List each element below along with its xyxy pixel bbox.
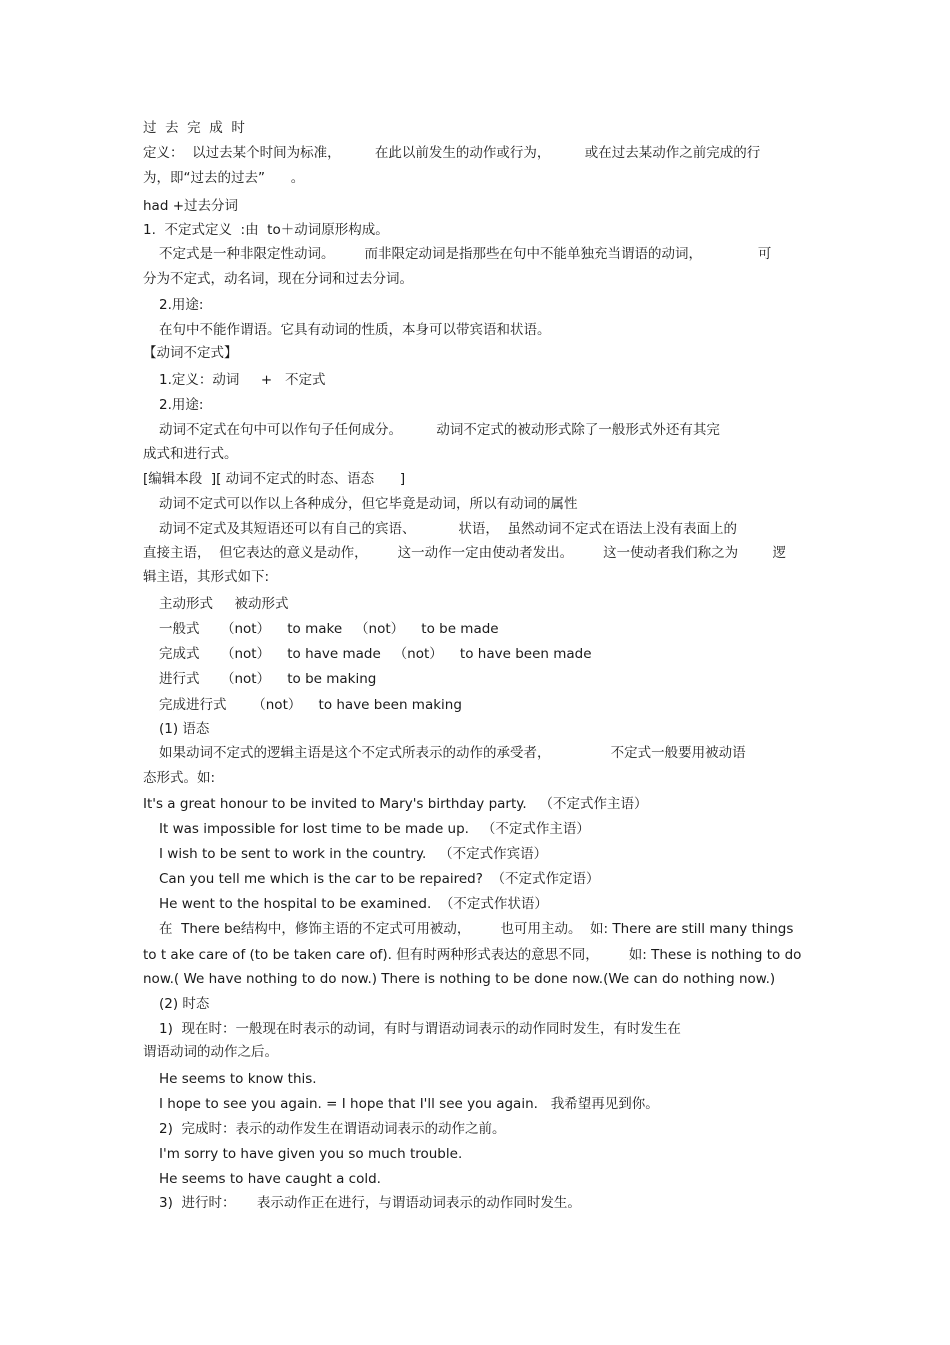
- text-line: 1.定义：动词 + 不定式: [159, 372, 326, 388]
- example-line: I'm sorry to have given you so much trouble.: [159, 1146, 463, 1162]
- text-line: 进行式 （not） to be making: [159, 671, 377, 687]
- text-line: 主动形式 被动形式: [159, 596, 289, 612]
- example-line: I wish to be sent to work in the country. （不定式作宾语）: [159, 846, 548, 862]
- text-line: (1) 语态: [159, 721, 210, 737]
- text-line: 动词不定式可以作以上各种成分，但它毕竟是动词，所以有动词的属性: [159, 496, 578, 512]
- text-line: 在 There be结构中，修饰主语的不定式可用被动， 也可用主动。 如: There are still many things: [159, 921, 794, 937]
- text-line: 在句中不能作谓语。它具有动词的性质，本身可以带宾语和状语。: [159, 322, 551, 338]
- example-line: He seems to know this.: [159, 1071, 317, 1087]
- text-line: 3) 进行时： 表示动作正在进行，与谓语动词表示的动作同时发生。: [159, 1195, 581, 1211]
- text-line: to t ake care of (to be taken care of). 但有时两种形式表达的意思不同， 如: These is nothing to do: [143, 947, 802, 963]
- example-line: Can you tell me which is the car to be repaired? （不定式作定语）: [159, 871, 600, 887]
- example-line: I hope to see you again. = I hope that I'll see you again. 我希望再见到你。: [159, 1096, 659, 1112]
- text-line: 完成式 （not） to have made （not） to have been made: [159, 646, 592, 662]
- text-line: 定义： 以过去某个时间为标准， 在此以前发生的动作或行为， 或在过去某动作之前完成的行: [143, 145, 761, 161]
- example-line: It's a great honour to be invited to Mary's birthday party. （不定式作主语）: [143, 796, 648, 812]
- example-line: It was impossible for lost time to be made up. （不定式作主语）: [159, 821, 590, 837]
- text-line: 动词不定式在句中可以作句子任何成分。 动词不定式的被动形式除了一般形式外还有其完: [159, 422, 720, 438]
- example-line: He went to the hospital to be examined. （不定式作状语）: [159, 896, 548, 912]
- text-line: 1. 不定式定义 :由 to＋动词原形构成。: [143, 222, 389, 238]
- text-line: 动词不定式及其短语还可以有自己的宾语、 状语， 虽然动词不定式在语法上没有表面上的: [159, 521, 737, 537]
- text-line: 如果动词不定式的逻辑主语是这个不定式所表示的动作的承受者， 不定式一般要用被动语: [159, 745, 746, 761]
- text-line: 2.用途:: [159, 297, 204, 313]
- text-line: 分为不定式，动名词，现在分词和过去分词。: [143, 271, 413, 287]
- text-line: now.( We have nothing to do now.) There is nothing to be done now.(We can do nothing now.): [143, 971, 776, 987]
- section-heading: [编辑本段 ][ 动词不定式的时态、语态 ]: [143, 471, 406, 487]
- example-line: He seems to have caught a cold.: [159, 1171, 381, 1187]
- text-line: 完成进行式 （not） to have been making: [159, 697, 462, 713]
- text-line: 成式和进行式。: [143, 446, 238, 462]
- text-line: 为，即“过去的过去” 。: [143, 170, 305, 186]
- text-line: 直接主语， 但它表达的意义是动作， 这一动作一定由使动者发出。 这一使动者我们称之为 逻: [143, 545, 786, 561]
- text-line: 1) 现在时：一般现在时表示的动词，有时与谓语动词表示的动作同时发生，有时发生在: [159, 1021, 681, 1037]
- doc-title: 过 去 完 成 时: [143, 120, 245, 136]
- text-line: 一般式 （not） to make （not） to be made: [159, 621, 499, 637]
- text-line: 2.用途:: [159, 397, 204, 413]
- section-heading: 【动词不定式】: [143, 345, 238, 361]
- text-line: 辑主语，其形式如下:: [143, 569, 270, 585]
- text-line: 2) 完成时：表示的动作发生在谓语动词表示的动作之前。: [159, 1121, 506, 1137]
- text-line: had +过去分词: [143, 198, 239, 214]
- text-line: 谓语动词的动作之后。: [143, 1044, 278, 1060]
- text-line: 不定式是一种非限定性动词。 而非限定动词是指那些在句中不能单独充当谓语的动词， 可: [159, 246, 772, 262]
- text-line: (2) 时态: [159, 996, 210, 1012]
- text-line: 态形式。如:: [143, 770, 216, 786]
